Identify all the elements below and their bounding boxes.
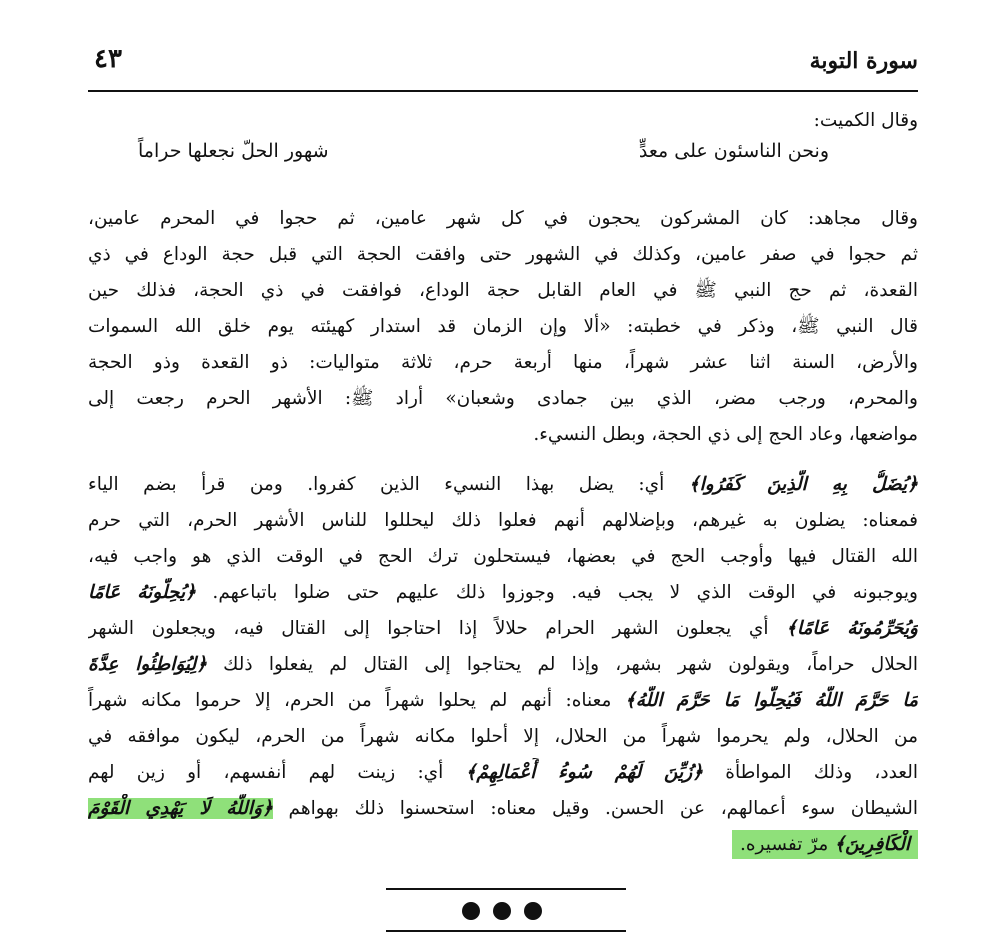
- divider-rule-bottom: [386, 930, 626, 932]
- line-text: الشيطان سوء أعمالهم، عن الحسن. وقيل معناه: استحسنوا ذلك بهواهم: [272, 798, 918, 819]
- quran-quote: ﴿لِيُوَاطِئُوا عِدَّةَ: [88, 654, 207, 675]
- quran-quote: ﴿زُيِّنَ لَهُمْ سُوءُ أَعْمَالِهِمْ﴾: [465, 762, 704, 783]
- ornament-dots: [462, 899, 542, 923]
- paragraph-line: قال النبي ﷺ، وذكر في خطبته: «ألا وإن الزمان قد استدار كهيئته يوم خلق الله السموات: [88, 316, 918, 337]
- verse-hemistich-right: ونحن الناسئون على معدٍّ: [638, 140, 829, 162]
- paragraph-line: [88, 578, 918, 610]
- dot-icon: [524, 902, 542, 920]
- paragraph-line: والمحرم، ورجب مضر، الذي بين جمادى وشعبان» أراد ﷺ: الأشهر الحرم رجعت إلى: [88, 388, 918, 409]
- paragraph-line: [88, 758, 918, 790]
- dot-icon: [493, 902, 511, 920]
- line-text: مرّ تفسيره.: [739, 834, 835, 855]
- paragraph-line: [88, 794, 918, 826]
- paragraph-line: فمعناه: يضلون به غيرهم، وبإضلالهم أنهم فعلوا ذلك ليحللوا للناس الأشهر الحرم، التي حرم: [88, 510, 918, 531]
- paragraph-line: من الحلال، ولم يحرموا شهراً من الحلال، إلا أحلوا مكانه شهراً من الحرم، ليكون موافقه في: [88, 726, 918, 747]
- paragraph-line: [88, 830, 918, 862]
- line-text: ويوجبونه في الوقت الذي لا يجب فيه. وجوزوا ذلك عليهم حتى ضلوا باتباعهم.: [195, 582, 918, 603]
- paragraph-line: وقال مجاهد: كان المشركون يحجون في كل شهر عامين، ثم حجوا في المحرم عامين،: [88, 208, 918, 229]
- paragraph-line: [88, 614, 918, 646]
- paragraph-line: الله القتال فيها وأوجب الحج في بعضها، فيستحلون ترك الحج في الوقت الذي هو واجب فيه،: [88, 546, 918, 567]
- paragraph-line: [88, 470, 918, 502]
- quran-quote: ﴿يُحِلُّونَهُ عَامًا: [88, 582, 196, 603]
- quran-quote: وَيُحَرِّمُونَهُ عَامًا﴾: [786, 618, 918, 639]
- highlighted-ending: [732, 830, 918, 859]
- line-text: العدد، وذلك المواطأة: [703, 762, 918, 783]
- paragraph-line: والأرض، السنة اثنا عشر شهراً، منها أربعة حرم، ثلاثة متواليات: ذو القعدة وذو الحجة: [88, 352, 918, 373]
- line-text: أي يجعلون الشهر الحرام حلالاً إذا احتاجوا إلى القتال فيه، ويجعلون الشهر: [88, 618, 787, 639]
- paragraph-line: ثم حجوا في صفر عامين، وكذلك في الشهور حتى وافقت الحجة التي قبل حجة الوداع في ذي: [88, 244, 918, 265]
- paragraph-line: مواضعها، وعاد الحج إلى ذي الحجة، وبطل النسيء.: [533, 424, 918, 445]
- line-text: معناه: أنهم لم يحلوا شهراً من الحرم، إلا حرموا مكانه شهراً: [88, 690, 625, 711]
- dot-icon: [462, 902, 480, 920]
- page-header: [88, 40, 918, 92]
- paragraph-line: القعدة، ثم حج النبي ﷺ في العام القابل حجة الوداع، فوافقت في ذي الحجة، فذلك حين: [88, 280, 918, 301]
- quran-quote: الْكَافِرِينَ﴾: [834, 834, 910, 855]
- divider-rule-top: [386, 888, 626, 890]
- quran-quote-highlighted: ﴿وَاللَّهُ لَا يَهْدِي الْقَوْمَ: [88, 798, 273, 819]
- quran-quote: ﴿يُضَلُّ بِهِ الَّذِينَ كَفَرُوا﴾: [688, 474, 918, 495]
- line-text: الحلال حراماً، ويقولون شهر بشهر، وإذا لم يحتاجوا إلى القتال لم يفعلوا ذلك: [206, 654, 918, 675]
- page-number: ٤٣: [94, 44, 122, 74]
- verse-hemistich-left: شهور الحلّ نجعلها حراماً: [138, 140, 329, 162]
- paragraph-line: [88, 686, 918, 718]
- paragraph-line: [88, 650, 918, 682]
- line-text: أي: زينت لهم أنفسهم، أو زين لهم: [88, 762, 466, 783]
- surah-title: سورة التوبة: [809, 48, 918, 74]
- line-text: أي: يضل بهذا النسيء الذين كفروا. ومن قرأ بضم الياء: [88, 474, 689, 495]
- quran-quote: مَا حَرَّمَ اللَّهُ فَيُحِلُّوا مَا حَرَّمَ اللَّهُ﴾: [624, 690, 918, 711]
- intro-line: وقال الكميت:: [813, 110, 918, 131]
